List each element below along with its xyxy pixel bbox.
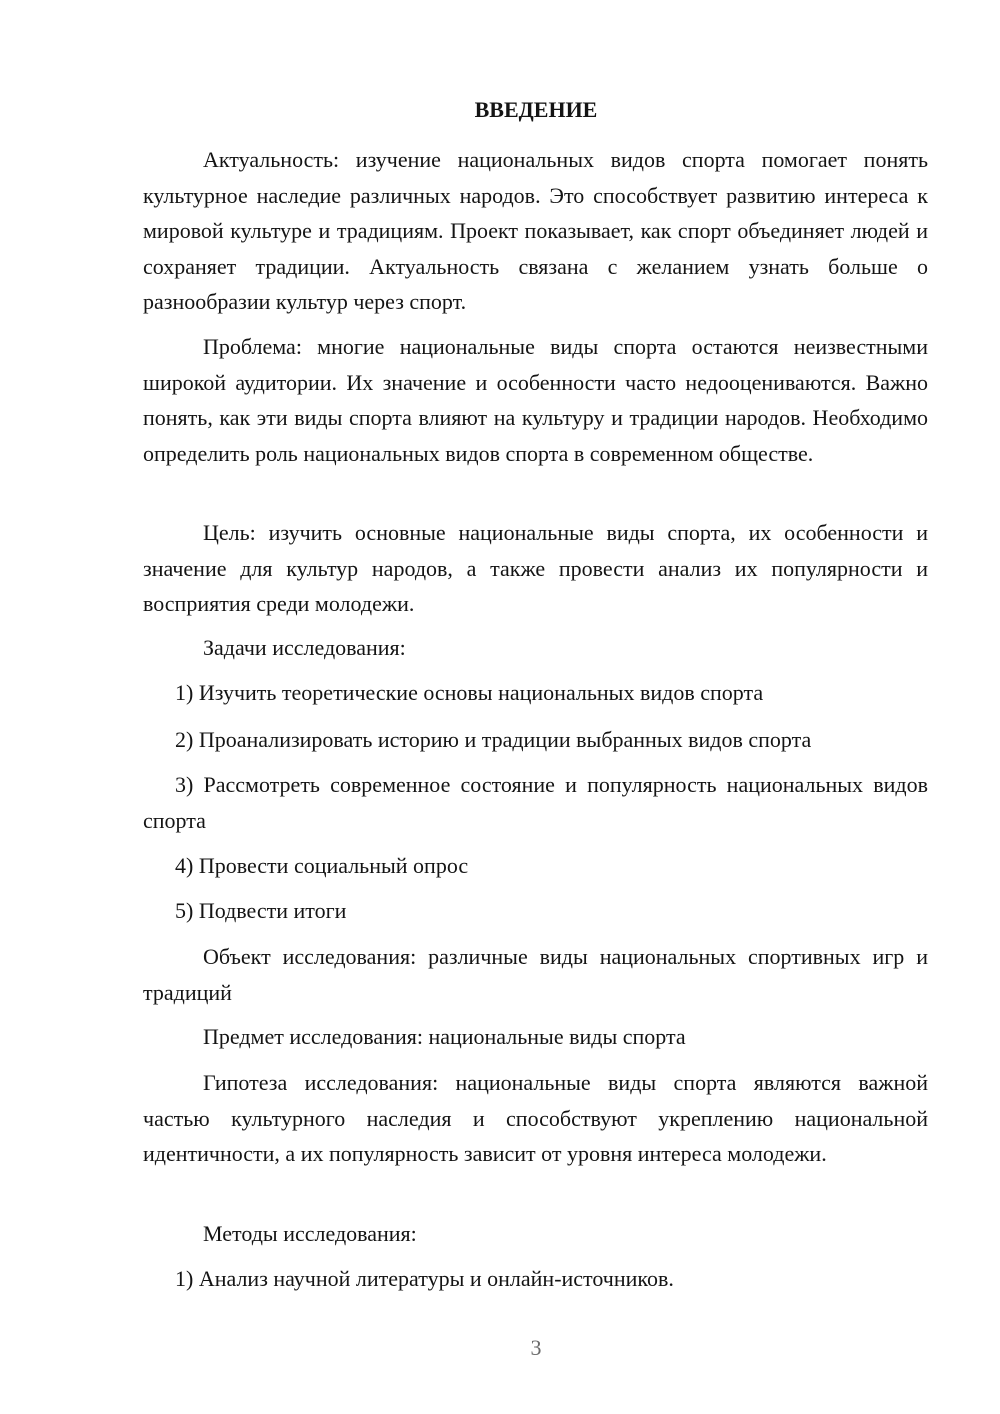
relevance-paragraph: Актуальность: изучение национальных видов спорта помогает понять культурное наследие различных народов. Это способствует развитию интереса к мировой культуре и традициям. Проект показывает, как спорт объединяет людей и сохраняет традиции. Актуальность связана с желанием узнать больше о разнообразии культур через спорт. [143, 147, 928, 314]
object-paragraph: Объект исследования: различные виды национальных спортивных игр и традиций [143, 944, 928, 1005]
tasks-title: Задачи исследования: [203, 635, 406, 660]
method-item-1: 1) Анализ научной литературы и онлайн-источников. [175, 1266, 674, 1291]
task-item-1: 1) Изучить теоретические основы национальных видов спорта [175, 680, 764, 705]
task-item-5: 5) Подвести итоги [175, 898, 347, 923]
task-item-2: 2) Проанализировать историю и традиции выбранных видов спорта [175, 727, 812, 752]
hypothesis-paragraph: Гипотеза исследования: национальные виды спорта являются важной частью культурного наследия и способствуют укреплению национальной идентичности, а их популярность зависит от уровня интереса молодежи. [143, 1070, 928, 1166]
methods-title: Методы исследования: [203, 1221, 417, 1246]
section-heading: ВВЕДЕНИЕ [474, 97, 598, 122]
page-number: 3 [530, 1335, 542, 1360]
goal-paragraph: Цель: изучить основные национальные виды спорта, их особенности и значение для культур народов, а также провести анализ их популярности и восприятия среди молодежи. [143, 520, 928, 616]
subject-paragraph: Предмет исследования: национальные виды спорта [203, 1024, 686, 1049]
task-item-4: 4) Провести социальный опрос [175, 853, 469, 878]
problem-paragraph: Проблема: многие национальные виды спорта остаются неизвестными широкой аудитории. Их значение и особенности часто недооцениваются. Важно понять, как эти виды спорта влияют на культуру и традиции народов. Необходимо определить роль национальных видов спорта в современном обществе. [143, 334, 928, 466]
task-item-3: 3) Рассмотреть современное состояние и популярность национальных видов спорта [143, 772, 928, 833]
